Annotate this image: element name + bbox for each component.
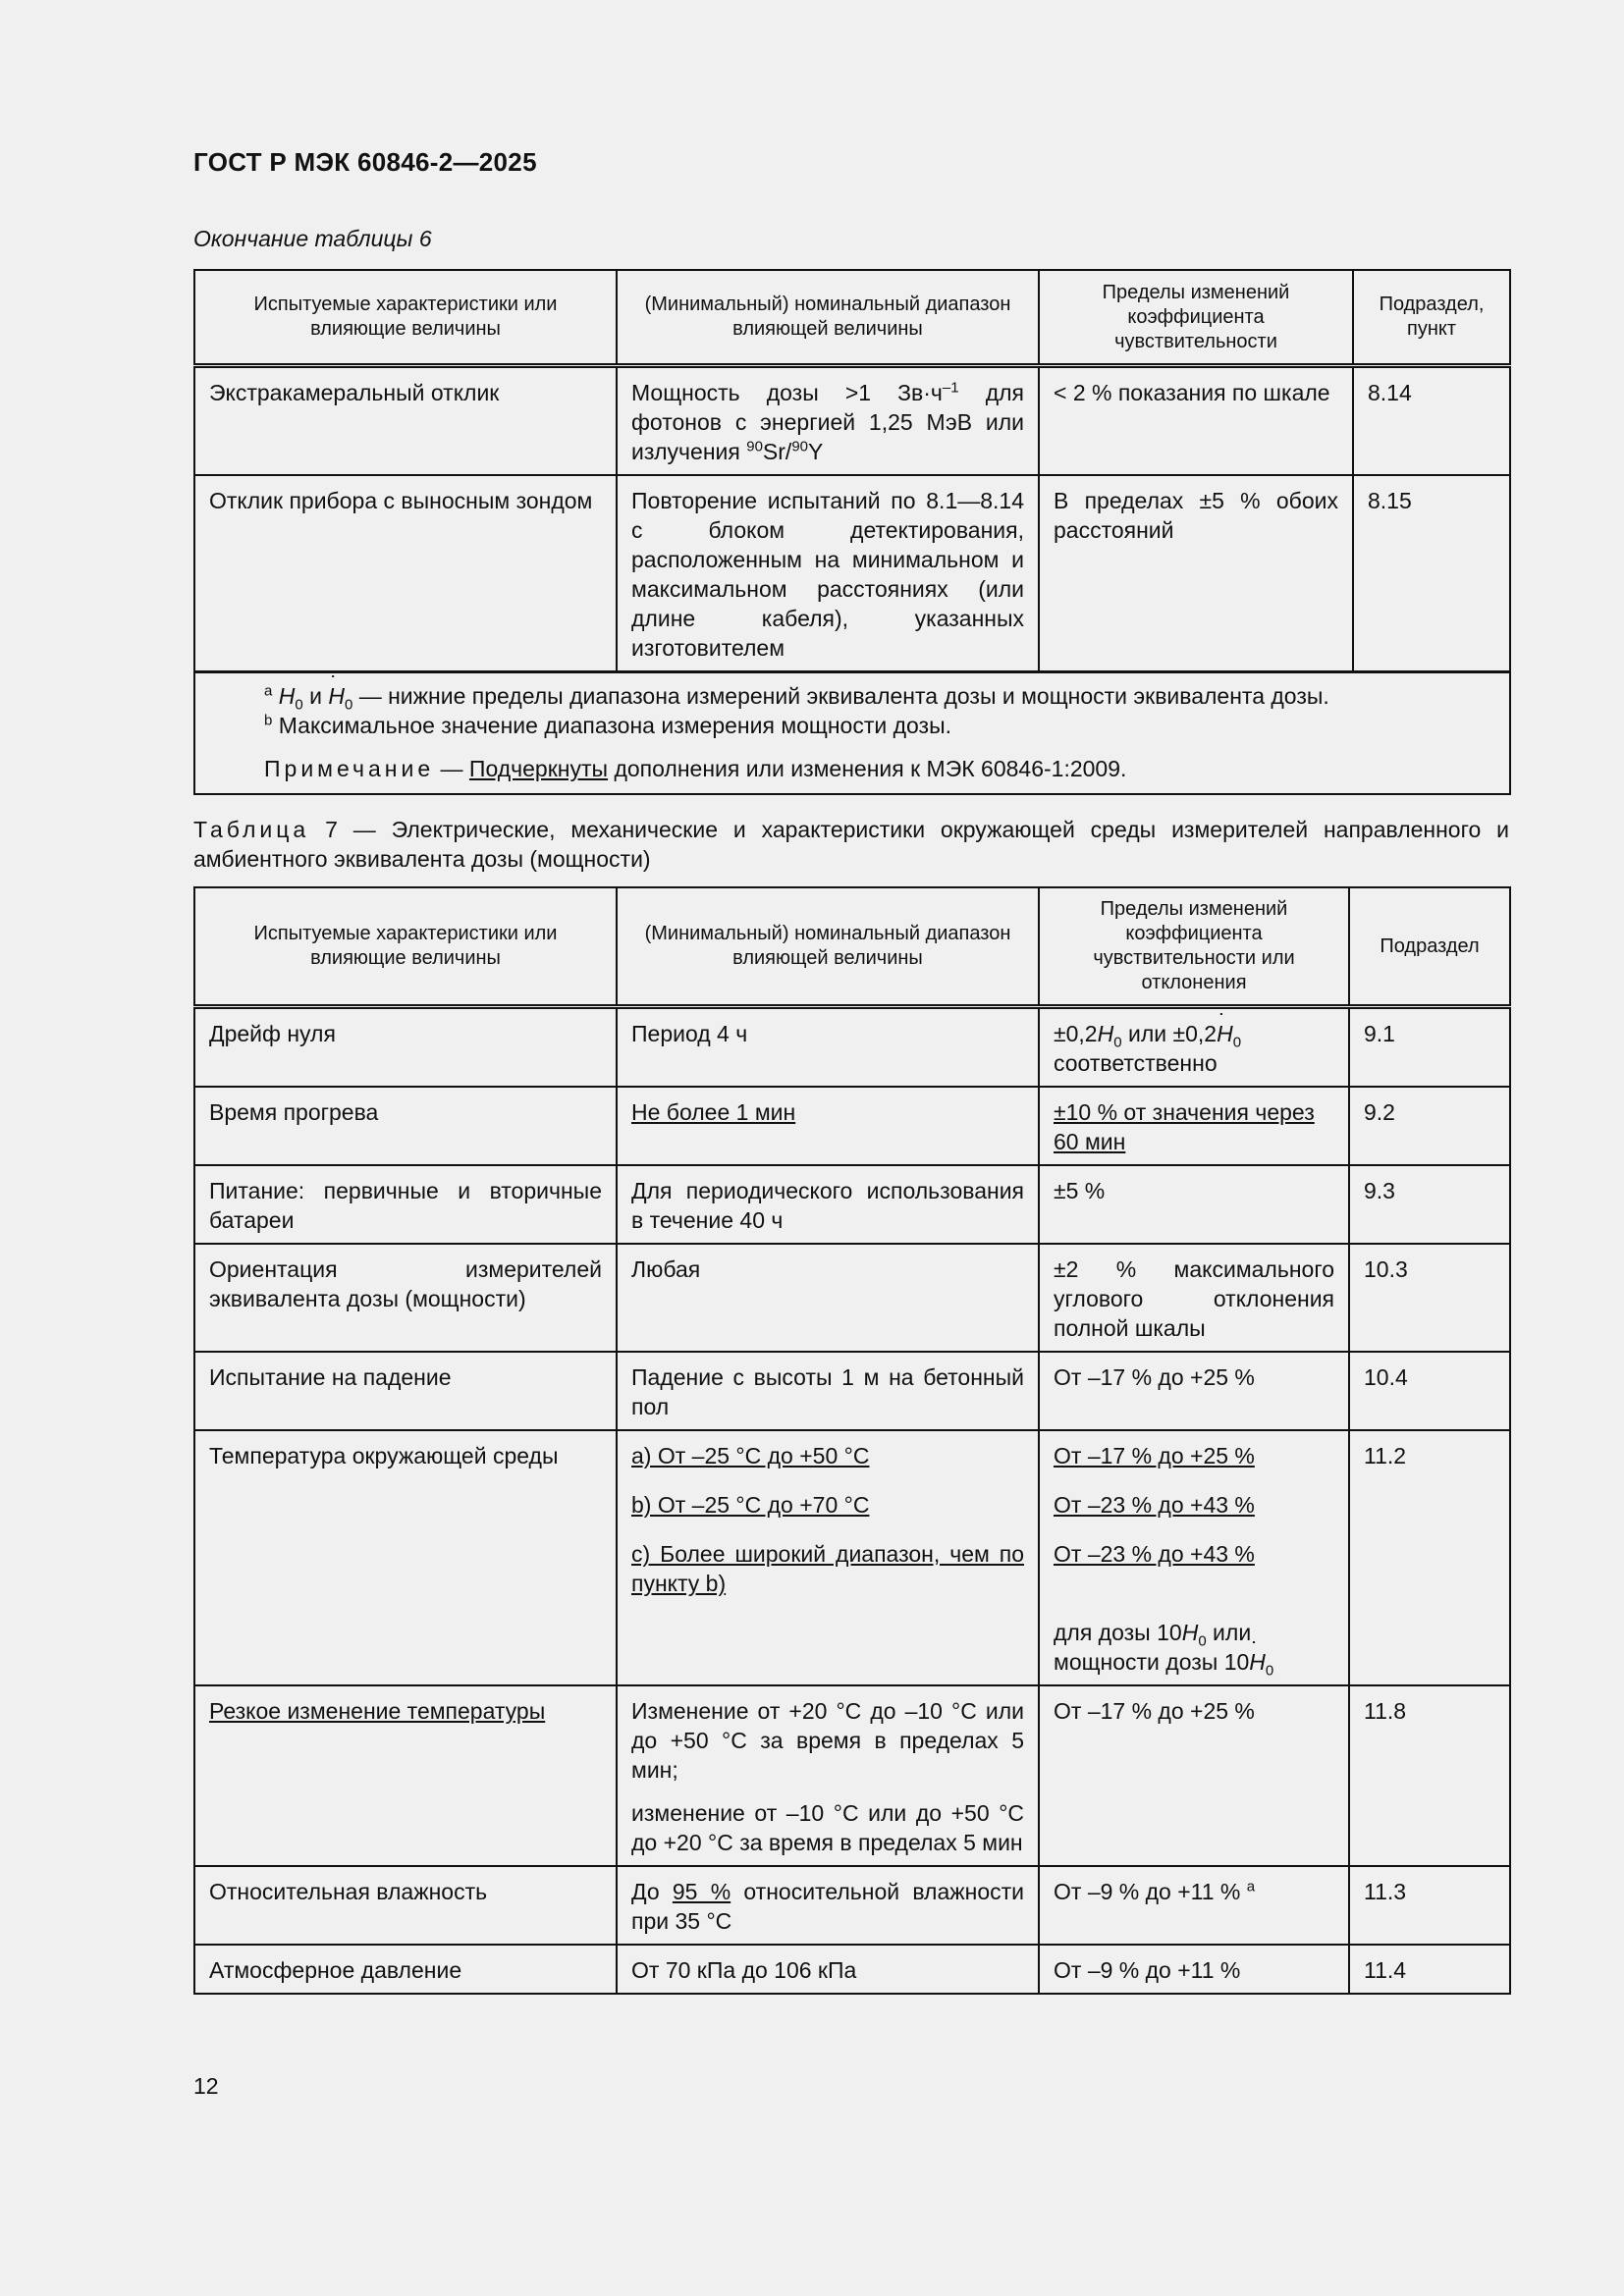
cell-limits [1039,1430,1349,1685]
table6 [193,269,1511,795]
cell-clause: 11.8 [1349,1685,1510,1866]
table6-header-clause: Подраздел, пункт [1353,270,1510,366]
cell-clause: 11.2 [1349,1430,1510,1685]
table7-header-limits: Пределы изменений коэффициента чувствительности или отклонения [1039,887,1349,1007]
cell-range: Любая [617,1244,1039,1352]
cell-clause: 9.2 [1349,1087,1510,1165]
cell-characteristic: Питание: первичные и вторичные батареи [194,1165,617,1244]
limits-option-b: От –23 % до +43 % [1054,1492,1255,1518]
cell-clause: 9.1 [1349,1007,1510,1088]
cell-characteristic: Испытание на падение [194,1352,617,1430]
limits-option-c: От –23 % до +43 % [1054,1541,1255,1567]
table-row [194,1866,1510,1945]
page-number: 12 [193,2073,219,2099]
table6-header-characteristic: Испытуемые характеристики или влияющие величины [194,270,617,366]
table-row [194,1430,1510,1685]
cell-limits: ±5 % [1039,1165,1349,1244]
cell-range [617,1685,1039,1866]
table6-header-limits: Пределы изменений коэффициента чувствительности [1039,270,1353,366]
cell-characteristic: Атмосферное давление [194,1945,617,1994]
table7-header-row [194,887,1510,1007]
cell-range: От 70 кПа до 106 кПа [617,1945,1039,1994]
cell-characteristic: Отклик прибора с выносным зондом [194,475,617,672]
cell-range: Мощность дозы >1 $Зв\cdot ч^{-1}$ для фотонов с энергией 1,25 МэВ или излучения $^{90}$Sr/$^{90}$Y [617,366,1039,476]
limits-option-note: для дозы $10H_0$ или мощности дозы 10H $˙_0$ [1054,1618,1334,1677]
table-row [194,1945,1510,1994]
cell-characteristic: Время прогрева [194,1087,617,1165]
table7-header-range: (Минимальный) номинальный диапазон влияющей величины [617,887,1039,1007]
table6-header-row [194,270,1510,366]
cell-range: До 95 % относительной влажности при 35 °C [617,1866,1039,1945]
cell-range [617,1430,1039,1685]
table-row [194,1685,1510,1866]
table7-header-clause: Подраздел [1349,887,1510,1007]
range-option-b: b) От –25 °C до +70 °C [631,1492,870,1518]
cell-range: Не более 1 мин [617,1087,1039,1165]
range-option-a: а) От –25 °C до +50 °C [631,1443,870,1468]
cell-limits: От –17 % до +25 % [1039,1352,1349,1430]
cell-clause: 10.4 [1349,1352,1510,1430]
document-title: ГОСТ Р МЭК 60846-2—2025 [193,147,537,177]
footnote-b: $^b$ Максимальное значение диапазона измерения мощности дозы. [264,712,952,738]
table7-caption: Таблица 7 — Электрические, механические и характеристики окружающей среды измерителей направленного и амбиентного эквивалента дозы (мощности) [193,817,1509,872]
cell-limits: ±2 % максимального углового отклонения полной шкалы [1039,1244,1349,1352]
cell-range: Для периодического использования в течение 40 ч [617,1165,1039,1244]
table-row [194,1244,1510,1352]
cell-limits: В пределах ±5 % обоих расстояний [1039,475,1353,672]
table7 [193,886,1511,1995]
range-part-b: изменение от –10 °C или до +50 °C до +20 °C за время в пределах 5 мин [631,1800,1024,1855]
cell-clause: 11.4 [1349,1945,1510,1994]
cell-limits: ±10 % от значения через 60 мин [1039,1087,1349,1165]
cell-range: Период 4 ч [617,1007,1039,1088]
cell-characteristic: Температура окружающей среды [194,1430,617,1685]
cell-characteristic: Экстракамеральный отклик [194,366,617,476]
table-row [194,1007,1510,1088]
table6-footnotes [194,672,1510,795]
cell-characteristic: Относительная влажность [194,1866,617,1945]
table6-header-range: (Минимальный) номинальный диапазон влияющей величины [617,270,1039,366]
table-row [194,1087,1510,1165]
cell-characteristic: Ориентация измерителей эквивалента дозы (мощности) [194,1244,617,1352]
limits-option-a: От –17 % до +25 % [1054,1443,1255,1468]
cell-clause: 9.3 [1349,1165,1510,1244]
cell-clause: 8.14 [1353,366,1510,476]
cell-characteristic: Дрейф нуля [194,1007,617,1088]
table6-footnotes-row [194,672,1510,795]
table6-continuation-label: Окончание таблицы 6 [193,226,432,251]
range-part-a: Изменение от +20 °C до –10 °C или до +50 °C за время в пределах 5 мин; [631,1698,1024,1783]
cell-characteristic: Резкое изменение температуры [194,1685,617,1866]
cell-clause: 11.3 [1349,1866,1510,1945]
table-row [194,1352,1510,1430]
table-row [194,366,1510,476]
cell-limits: < 2 % показания по шкале [1039,366,1353,476]
table-row [194,475,1510,672]
cell-limits: От –9 % до +11 % [1039,1945,1349,1994]
range-option-c: с) Более широкий диапазон, чем по пункту b) [631,1541,1024,1596]
cell-clause: 10.3 [1349,1244,1510,1352]
cell-range: Падение с высоты 1 м на бетонный пол [617,1352,1039,1430]
table-row [194,1165,1510,1244]
cell-clause: 8.15 [1353,475,1510,672]
cell-limits: $\pm 0,2H_0$ или ±0,2H $˙_0$ соответственно [1039,1007,1349,1088]
cell-limits: От –9 % до +11 % $^a$ [1039,1866,1349,1945]
table6-note: Примечание — Подчеркнуты дополнения или изменения к МЭК 60846-1:2009. [264,756,1127,781]
cell-limits: От –17 % до +25 % [1039,1685,1349,1866]
table7-header-characteristic: Испытуемые характеристики или влияющие величины [194,887,617,1007]
footnote-a: $^a$ $H_0$ и H $˙_0$ — нижние пределы диапазона измерений эквивалента дозы и мощности эквивалента дозы. [264,681,1489,711]
cell-range: Повторение испытаний по 8.1—8.14 с блоком детектирования, расположенным на минимальном и максимальном расстояниях (или длине кабеля), указанных изготовителем [617,475,1039,672]
